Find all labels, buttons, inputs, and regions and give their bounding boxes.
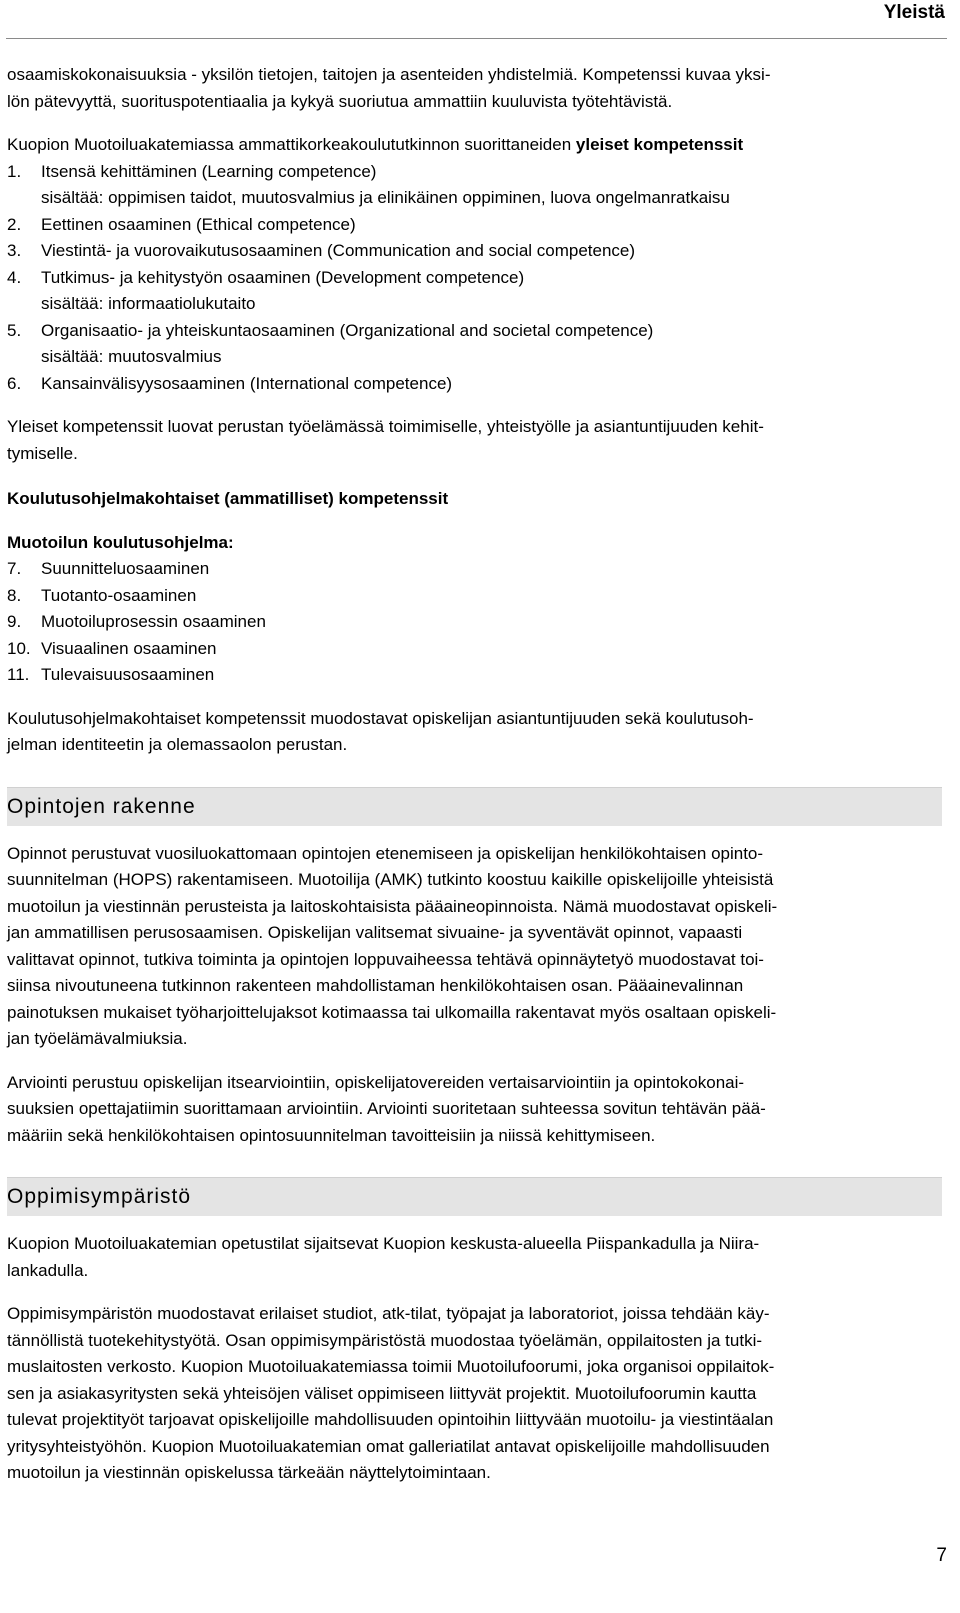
list-item [7, 556, 942, 583]
text-line: siinsa nivoutuneena tutkinnon rakenteen mahdollistaman henkilökohtaisen osan. Pääainevalinnan [7, 976, 744, 995]
text-line: tännöllistä tuotekehitystyötä. Osan oppimisympäristöstä muodostaa työelämän, oppilaitosten ja tutki- [7, 1330, 763, 1350]
list-item-number: 11. [7, 665, 30, 684]
text-line: suunnitelman (HOPS) rakentamiseen. Muotoilija (AMK) tutkinto koostuu kaikille opiskelijoille yhteisistä [7, 870, 774, 889]
text-line: jan ammatillisen perusosaamisen. Opiskelijan valitsemat sivuaine- ja syventävät opinnot, vapaasti [7, 923, 743, 942]
list-item [7, 265, 942, 292]
text-line: Arviointi perustuu opiskelijan itsearviointiin, opiskelijatovereiden vertaisarviointiin ja opintokokonai- [7, 1072, 745, 1092]
program-summary-line-2: jelman identiteetin ja olemassaolon perustan. [7, 735, 348, 754]
list-item-number: 1. [7, 161, 22, 181]
text-line: Opinnot perustuvat vuosiluokattomaan opintojen etenemiseen ja opiskelijan henkilökohtaisen opinto- [7, 843, 764, 863]
list-item-sub: sisältää: muutosvalmius [41, 347, 222, 366]
list-item [7, 636, 942, 663]
list-item-text: Viestintä- ja vuorovaikutusosaaminen (Communication and social competence) [41, 241, 636, 260]
document-body [7, 62, 942, 1487]
text-line: määriin sekä henkilökohtaisen opintosuunnitelman tavoitteisiin ja niissä kehittymiseen. [7, 1125, 656, 1145]
page-number: 7 [936, 1545, 947, 1566]
text-line: tulevat projektityöt tarjoavat opiskelijoille mahdollisuuden opintoihin liittyvään muotoilu- ja viestintäalan [7, 1410, 774, 1429]
text-line: sen ja asiakasyritysten sekä yhteisöjen väliset oppimiseen liittyvät projektit. Muotoilufoorumin kautta [7, 1383, 757, 1403]
general-summary-paragraph [7, 414, 942, 467]
general-lead-text: Kuopion Muotoiluakatemiassa ammattikorkeakoulututkinnon suorittaneiden [7, 135, 576, 154]
list-item-number: 3. [7, 241, 22, 260]
header-divider [6, 38, 947, 39]
section-heading-structure: Opintojen rakenne [7, 787, 942, 826]
list-item-text: Organisaatio- ja yhteiskuntaosaaminen (Organizational and societal competence) [41, 320, 654, 340]
list-item [7, 609, 942, 636]
list-item-text: Tutkimus- ja kehitystyön osaaminen (Development competence) [41, 267, 525, 287]
list-item-sub: sisältää: informaatiolukutaito [41, 294, 256, 313]
text-line: valittavat opinnot, tutkiva toiminta ja opintojen loppuvaiheessa tehtävä opinnäytetyö muodostavat toi- [7, 949, 764, 969]
running-header-title: Yleistä [883, 2, 945, 23]
list-item-number: 8. [7, 585, 22, 605]
section-heading-environment: Oppimisympäristö [7, 1177, 942, 1216]
list-item-text: Eettinen osaaminen (Ethical competence) [41, 214, 356, 234]
text-line: painotuksen mukaiset työharjoittelujaksot kotimaassa tai ulkomailla rakentavat myös osaltaan opiskeli- [7, 1002, 777, 1022]
list-item-text: Tulevaisuusosaaminen [41, 665, 215, 684]
list-item-number: 4. [7, 267, 22, 287]
structure-paragraph-2 [7, 1070, 942, 1150]
text-line: muotoilun ja viestinnän perusteista ja laitoskohtaisista pääaineopinnoista. Nämä muodostavat opiskeli- [7, 896, 778, 916]
text-line: suuksien opettajatiimin suorittamaan arviointiin. Arviointi suoritetaan suhteessa sovitun tehtävän pää- [7, 1099, 766, 1118]
general-lead-bold: yleiset kompetenssit [575, 135, 744, 154]
list-item-number: 6. [7, 373, 22, 393]
intro-paragraph [7, 62, 942, 115]
list-item-text: Muotoiluprosessin osaaminen [41, 612, 266, 631]
list-item-sub: sisältää: oppimisen taidot, muutosvalmius ja elinikäinen oppiminen, luova ongelmanratkaisu [41, 188, 730, 207]
list-item-number: 10. [7, 638, 31, 658]
list-item [7, 583, 942, 610]
intro-line-2: lön pätevyyttä, suorituspotentiaalia ja kykyä suoriutua ammattiin kuuluvista työtehtävistä. [7, 91, 673, 111]
text-line: lankadulla. [7, 1260, 89, 1280]
list-item-text: Visuaalinen osaaminen [41, 638, 217, 658]
list-item-text: Suunnitteluosaaminen [41, 559, 210, 578]
text-line: muotoilun ja viestinnän opiskelussa tärkeään näyttelytoimintaan. [7, 1463, 491, 1482]
list-item [7, 238, 942, 265]
general-competences-lead [7, 132, 942, 159]
program-competences-heading: Koulutusohjelmakohtaiset (ammatilliset) kompetenssit [7, 489, 449, 508]
list-item-text: Kansainvälisyysosaaminen (International competence) [41, 373, 453, 393]
list-item [7, 212, 942, 239]
environment-paragraph-2 [7, 1301, 942, 1487]
general-summary-line-2: tymiselle. [7, 443, 78, 463]
text-line: Oppimisympäristön muodostavat erilaiset studiot, atk-tilat, työpajat ja laboratoriot, joissa tehdään käy- [7, 1304, 770, 1323]
list-item-number: 2. [7, 214, 22, 234]
program-subheading: Muotoilun koulutusohjelma: [7, 532, 234, 552]
program-summary-paragraph [7, 706, 942, 759]
list-item-text: Tuotanto-osaaminen [41, 585, 197, 605]
text-line: muslaitosten verkosto. Kuopion Muotoiluakatemiassa toimii Muotoilufoorumi, joka organisoi oppilaitok- [7, 1357, 775, 1376]
general-competences-block [7, 132, 942, 397]
list-item [7, 371, 942, 398]
intro-line-1: osaamiskokonaisuuksia - yksilön tietojen, taitojen ja asenteiden yhdistelmiä. Kompetenssi kuvaa yksi- [7, 65, 771, 84]
text-line: jan työelämävalmiuksia. [7, 1029, 188, 1048]
general-summary-line-1: Yleiset kompetenssit luovat perustan työelämässä toimimiselle, yhteistyölle ja asiantuntijuuden kehit- [7, 417, 764, 436]
list-item-number: 9. [7, 612, 22, 631]
list-item-text: Itsensä kehittäminen (Learning competence) [41, 161, 377, 181]
structure-paragraph-1 [7, 841, 942, 1053]
program-competences-block [7, 530, 942, 689]
text-line: Kuopion Muotoiluakatemian opetustilat sijaitsevat Kuopion keskusta-alueella Piispankadulla ja Niira- [7, 1234, 760, 1253]
program-summary-line-1: Koulutusohjelmakohtaiset kompetenssit muodostavat opiskelijan asiantuntijuuden sekä koulutusoh- [7, 708, 754, 728]
text-line: yritysyhteistyöhön. Kuopion Muotoiluakatemian omat galleriatilat antavat opiskelijoille mahdollisuuden [7, 1436, 770, 1456]
environment-paragraph-1 [7, 1231, 942, 1284]
list-item [7, 318, 942, 345]
list-item-number: 7. [7, 559, 22, 578]
list-item [7, 662, 942, 689]
list-item [7, 159, 942, 186]
list-item-number: 5. [7, 320, 22, 340]
